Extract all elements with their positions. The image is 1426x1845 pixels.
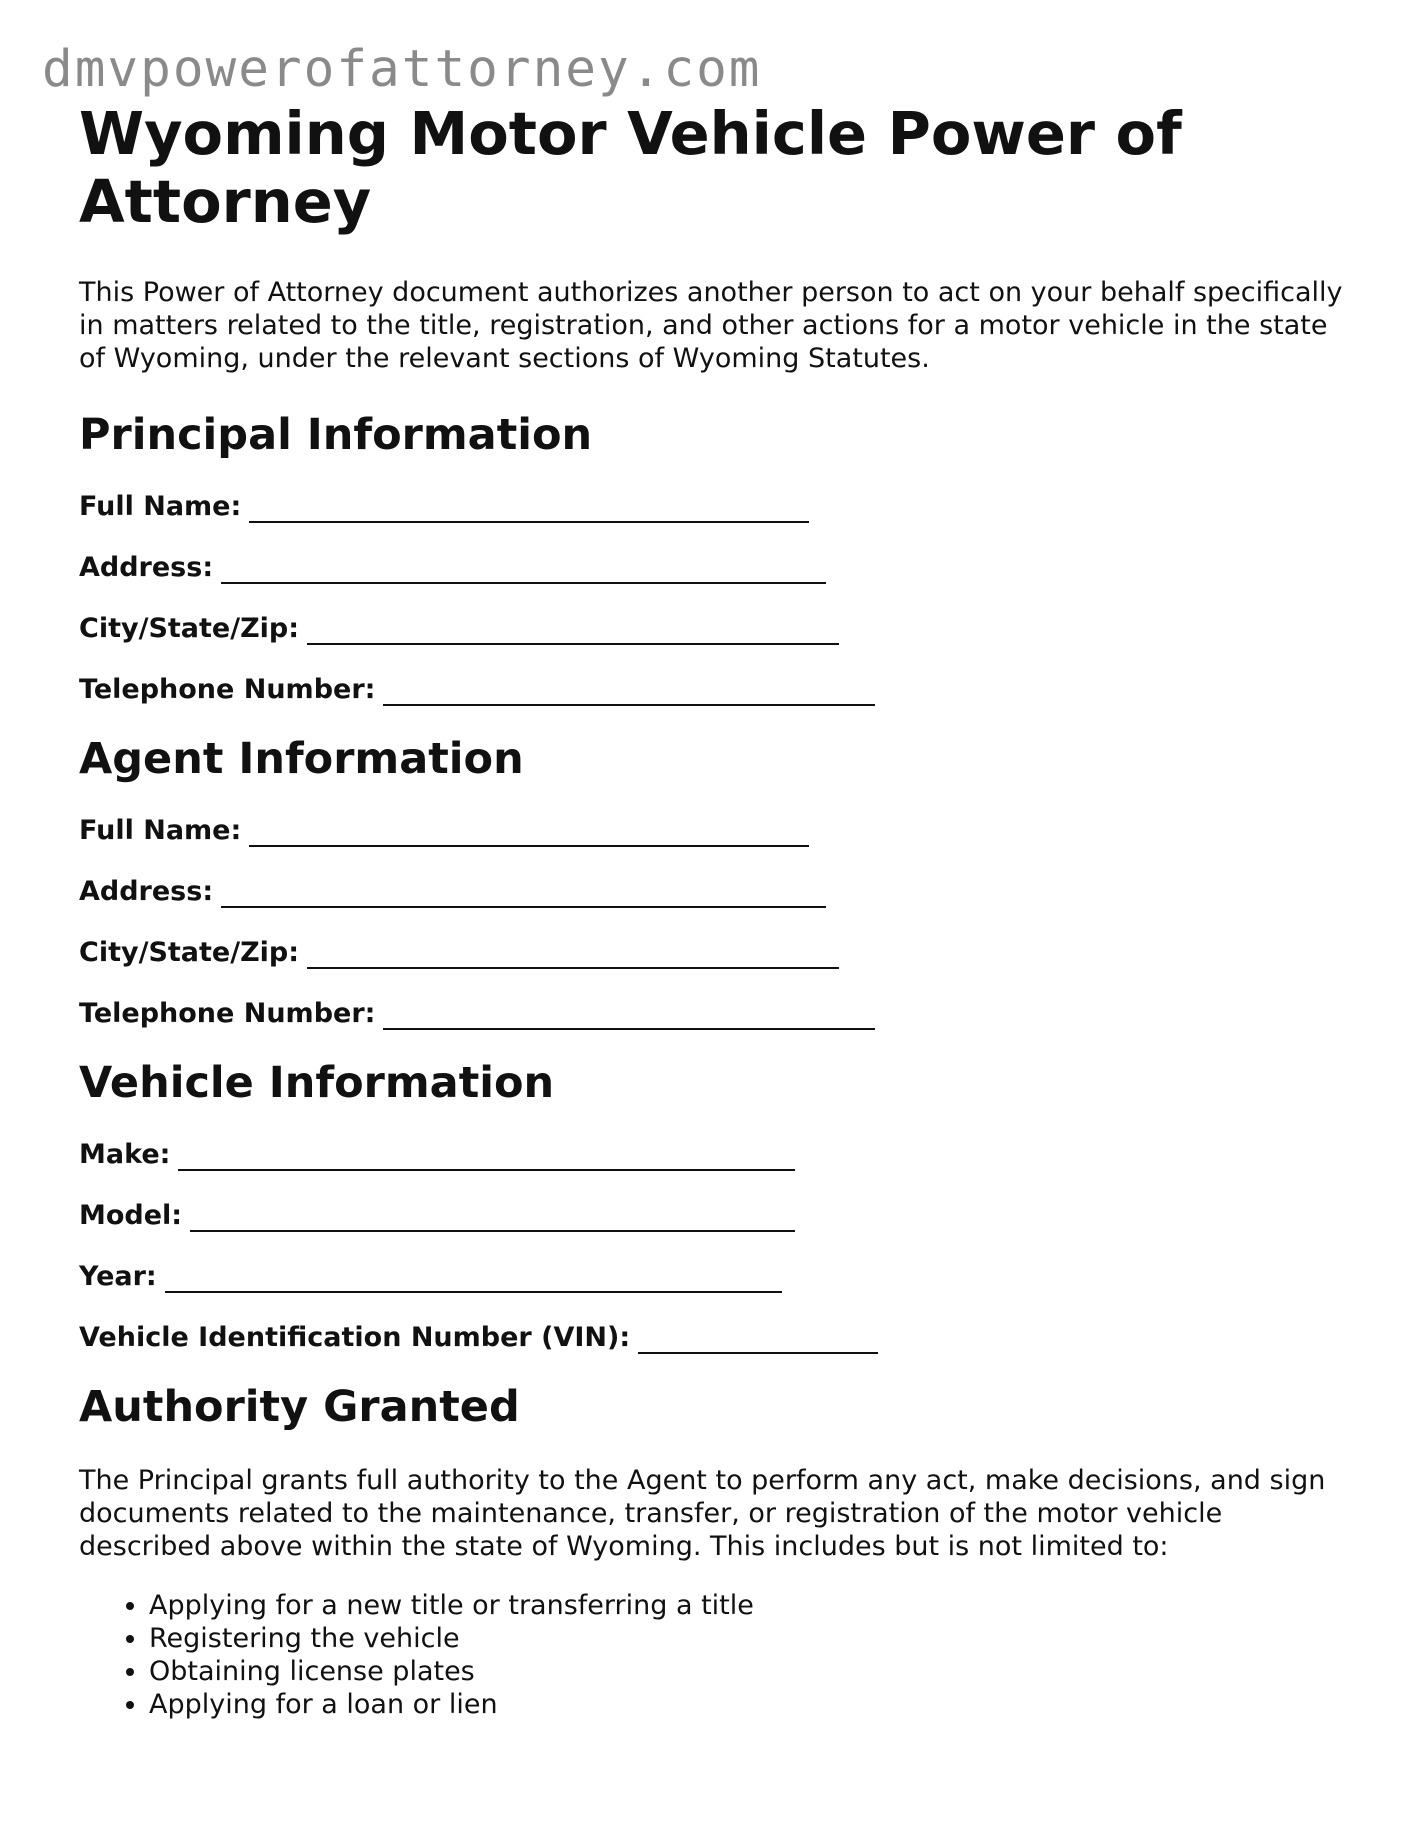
principal-full-name-field	[79, 490, 1359, 523]
vehicle-heading: Vehicle Information	[79, 1058, 555, 1108]
principal-full-name-blank[interactable]	[249, 497, 809, 523]
watermark: dmvpowerofattorney.com	[42, 40, 762, 99]
vehicle-make-label: Make:	[79, 1139, 171, 1170]
vehicle-make-field	[79, 1138, 1359, 1171]
agent-phone-label: Telephone Number:	[79, 998, 376, 1029]
agent-address-label: Address:	[79, 876, 214, 907]
vehicle-year-field	[79, 1260, 1359, 1293]
principal-phone-label: Telephone Number:	[79, 674, 376, 705]
agent-heading: Agent Information	[79, 734, 524, 784]
vehicle-model-blank[interactable]	[190, 1206, 795, 1232]
vehicle-vin-field	[79, 1321, 1359, 1354]
list-item: • Obtaining license plates	[149, 1655, 1359, 1688]
agent-full-name-field	[79, 814, 1359, 847]
principal-phone-blank[interactable]	[383, 680, 875, 706]
principal-phone-field	[79, 673, 1359, 706]
vehicle-model-field	[79, 1199, 1359, 1232]
document-page	[79, 100, 1359, 1721]
principal-full-name-label: Full Name:	[79, 491, 242, 522]
intro-paragraph: This Power of Attorney document authorizes another person to act on your behalf specifically in matters related to the title, registration, and other actions for a motor vehicle in the state of Wyoming, under the relevant sections of Wyoming Statutes.	[79, 277, 1343, 374]
principal-heading: Principal Information	[79, 410, 593, 460]
vehicle-vin-label: Vehicle Identification Number (VIN):	[79, 1322, 631, 1353]
vehicle-vin-blank[interactable]	[638, 1328, 878, 1354]
authority-paragraph: The Principal grants full authority to the Agent to perform any act, make decisions, and sign documents related to the maintenance, transfer, or registration of the motor vehicle described above within the state of Wyoming. This includes but is not limited to:	[79, 1465, 1326, 1562]
agent-address-blank[interactable]	[221, 882, 826, 908]
agent-phone-field	[79, 997, 1359, 1030]
agent-city-blank[interactable]	[307, 943, 839, 969]
vehicle-year-label: Year:	[79, 1261, 157, 1292]
agent-city-label: City/State/Zip:	[79, 937, 300, 968]
principal-city-field	[79, 612, 1359, 645]
list-item: • Applying for a loan or lien	[149, 1688, 1359, 1721]
agent-full-name-label: Full Name:	[79, 815, 242, 846]
list-item: • Registering the vehicle	[149, 1622, 1359, 1655]
document-title: Wyoming Motor Vehicle Power of Attorney	[79, 99, 1182, 236]
vehicle-year-blank[interactable]	[165, 1267, 782, 1293]
principal-city-blank[interactable]	[307, 619, 839, 645]
agent-full-name-blank[interactable]	[249, 821, 809, 847]
authority-heading: Authority Granted	[79, 1382, 520, 1432]
agent-phone-blank[interactable]	[383, 1004, 875, 1030]
list-item: • Applying for a new title or transferring a title	[149, 1589, 1359, 1622]
principal-address-label: Address:	[79, 552, 214, 583]
principal-city-label: City/State/Zip:	[79, 613, 300, 644]
agent-address-field	[79, 875, 1359, 908]
vehicle-model-label: Model:	[79, 1200, 183, 1231]
vehicle-make-blank[interactable]	[178, 1145, 795, 1171]
authority-list	[79, 1589, 1359, 1721]
agent-city-field	[79, 936, 1359, 969]
principal-address-blank[interactable]	[221, 558, 826, 584]
principal-address-field	[79, 551, 1359, 584]
